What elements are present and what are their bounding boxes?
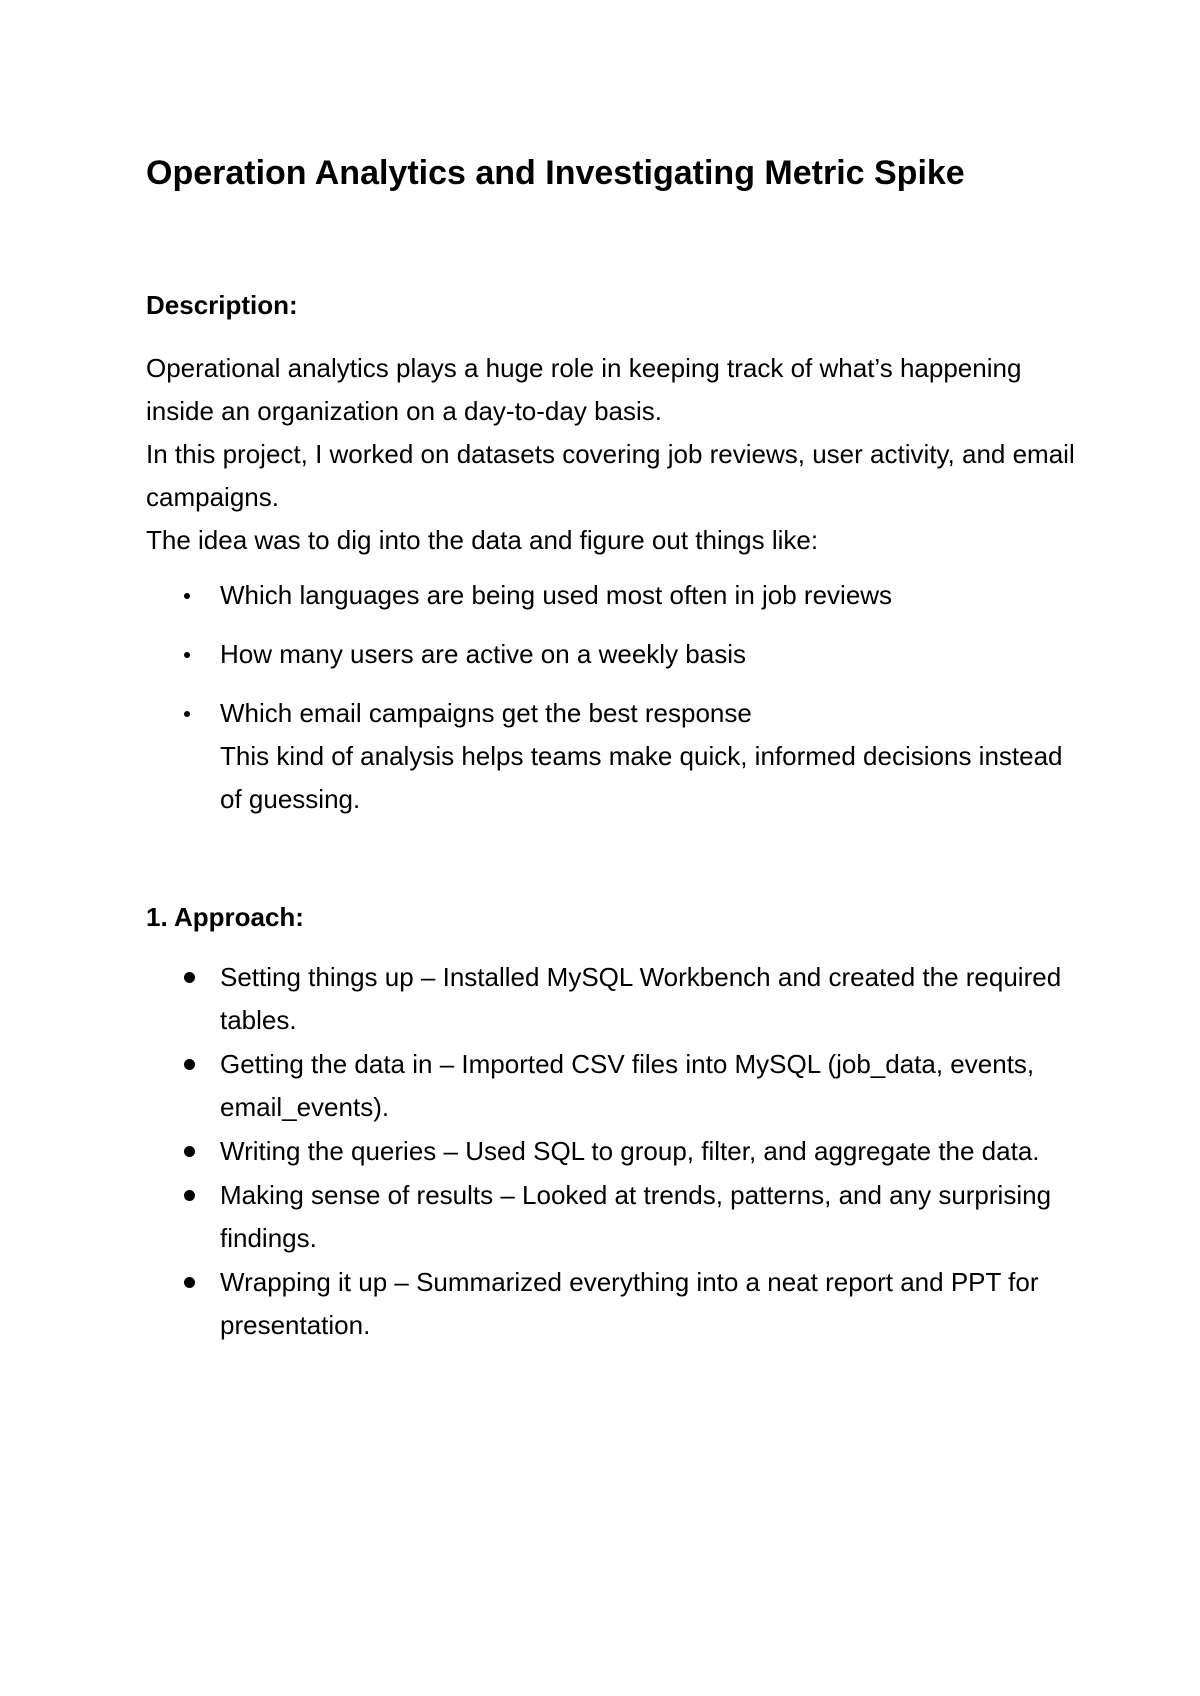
list-item — [146, 574, 1086, 617]
list-item-text: Making sense of results – Looked at trends, patterns, and any surprising findings. — [220, 1180, 1052, 1253]
bullet-dot-icon — [184, 972, 195, 983]
description-paragraph: The idea was to dig into the data and figure out things like: — [146, 525, 819, 555]
description-bullet-list — [146, 574, 1086, 837]
bullet-dot-icon — [184, 593, 190, 599]
list-item — [146, 1043, 1086, 1129]
document-title: Operation Analytics and Investigating Metric Spike — [146, 154, 965, 192]
bullet-dot-icon — [184, 1190, 195, 1201]
list-item-text: Writing the queries – Used SQL to group, filter, and aggregate the data. — [220, 1136, 1040, 1166]
bullet-dot-icon — [184, 711, 190, 717]
list-item-text: Which languages are being used most often in job reviews — [220, 580, 893, 610]
list-item — [146, 1130, 1086, 1173]
bullet-dot-icon — [184, 1059, 195, 1070]
bullet-dot-icon — [184, 1277, 195, 1288]
list-item-text: Wrapping it up – Summarized everything into a neat report and PPT for presentation. — [220, 1267, 1039, 1340]
list-item — [146, 633, 1086, 676]
bullet-dot-icon — [184, 652, 190, 658]
list-item — [146, 1261, 1086, 1347]
approach-heading: 1. Approach: — [146, 902, 304, 932]
description-paragraph: Operational analytics plays a huge role in keeping track of what’s happening inside an organization on a day-to-day basis. — [146, 353, 1022, 426]
list-item — [146, 1174, 1086, 1260]
description-heading: Description: — [146, 290, 298, 320]
list-item-text: How many users are active on a weekly basis — [220, 639, 747, 669]
bullet-dot-icon — [184, 1146, 195, 1157]
description-closing: This kind of analysis helps teams make quick, informed decisions instead of guessing. — [220, 741, 1063, 814]
description-body — [146, 347, 1086, 562]
description-paragraph: In this project, I worked on datasets covering job reviews, user activity, and email campaigns. — [146, 439, 1075, 512]
list-item-text: Which email campaigns get the best response — [220, 698, 752, 728]
list-item — [146, 956, 1086, 1042]
list-item-text: Getting the data in – Imported CSV files into MySQL (job_data, events, email_events). — [220, 1049, 1035, 1122]
approach-bullet-list — [146, 956, 1086, 1348]
list-item — [146, 692, 1086, 821]
list-item-text: Setting things up – Installed MySQL Workbench and created the required tables. — [220, 962, 1062, 1035]
